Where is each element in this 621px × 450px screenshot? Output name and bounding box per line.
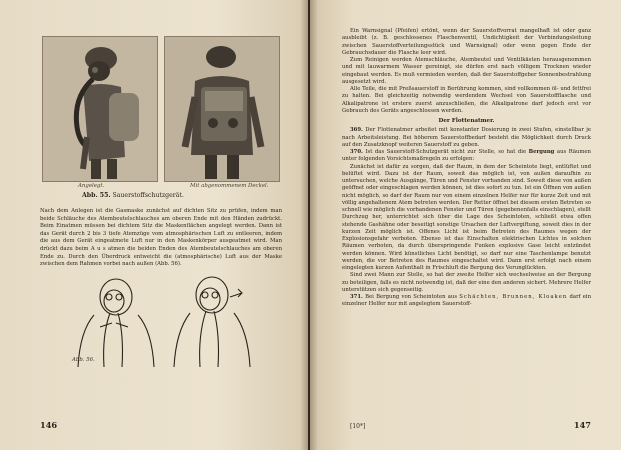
photo-caption-right: Mit abgenommenem Deckel. — [190, 183, 269, 189]
page-number-left: 146 — [40, 420, 58, 430]
paragraph-370-detail: Zunächst ist dafür zu sorgen, daß der Raum, in dem der Scheintote liegt, entlüftet und belüftet wird. Dazu ist der Raum, soweit das möglich ist, von außen daraufhin zu untersuchen, welche Ausgänge, Türen und Fenster vorhanden sind. Soweit diese von außen geöffnet oder eingeschlagen werden können, ist dies sofort zu tun. Ist ein Öffnen von außen nicht möglich, so darf der Raum nur von einem einzelnen Helfer nur für kurze Zeit und mit völlig angehaltenem Atem betreten werden. Der Retter öffnet bei diesem ersten Betreten so schnell wie möglich die vorhandenen Fenster und Türen (gegebenenfalls einschlagen), stellt Durchzug her, unterrichtet sich über die Lage des Scheintoten, schließt etwa offen stehende Gashähne oder beseitigt sonstige Ursachen der Luftvergiftung, soweit dies in der kurzen Zeit möglich ist. Offenes Licht ist beim Betreten des Raumes wegen der Explosionsgefahr verboten. Ebenso ist das Einschalten elektrischen Lichtes in solchen Räumen verboten, da durch überspringende Funken explosive Gase leicht entzündet werden können. Wird künstliches Licht benötigt, so darf nur eine Taschenlampe benutzt werden, die vor Betreten des Raumes eingeschaltet wird. Dann erst erfolgt nach einem eingelegten kurzen Aufenthalt in Frischluft die Bergung des Verunglückten. — [342, 163, 591, 271]
printer-signature: [10*] — [350, 423, 366, 430]
figure-caption-text: Sauerstoffschutzgerät. — [112, 192, 184, 199]
photo-soldier-front — [42, 36, 158, 182]
paragraph-371-rest: darf ein einzelner Helfer nur mit angelegtem Sauerstoff- — [342, 294, 592, 308]
paragraph-370-bold: Bergung — [528, 149, 555, 155]
paragraph-warning: Ein Warnsignal (Pfeifen) ertönt, wenn der Sauerstoffvorrat mangelhaft ist oder ganz ausbleibt (z. B. geschlossenes Flaschenventil, Undichtigkeit der Verbindungsleitung zwischen Sauerstoffverteilungsstück und Warnsignal) oder wenn gegen Ende der Gebrauchsdauer die Flasche leer wird. — [342, 28, 591, 56]
mask-drawing — [40, 275, 282, 371]
figure-56-label: Abb. 56. — [72, 356, 95, 363]
paragraph-369-text: Der Flottenatmer arbeitet mit konstanter Dosierung in zwei Stufen, einstellbar je nach Arbeitsleistung. Bei höherem Sauerstoffbedarf besteht die Möglichkeit durch Druck auf den Zusatzknopf weiteren Sauerstoff zu geben. — [342, 127, 591, 148]
right-page — [310, 0, 621, 450]
left-body-text: Nach dem Anlegen ist die Gasmaske zunächst auf dichten Sitz zu prüfen, indem man beide Schläuche des Atembeutelschlauches am oberen Ende mit den Händen zudrückt. Beim Einatmen müssen bei dichtem Sitz die Maskenflächen angelegt werden. Dann ist das Gerät durch 2 bis 3 tiefe Atemzüge vom atmosphärischen Luft zu entleeren, indem die aus dem Gerät eingeatmete Luft nur in den Maskenkörper ausgeatmet wird. Man drückt dazu beim A u s atmen die beiden Enden des Atembeutelschlauches am oberen Ende zu. Durch den Überdruck entweicht die (atmosphärische) Luft aus der Maske zwischen dem Rahmen vorbei nach außen (Abb. 56). — [40, 208, 282, 268]
photo-soldier-back — [164, 36, 280, 182]
photo-caption-left: Angelegt. — [78, 183, 105, 189]
section-title: Der Flottenatmer. — [438, 118, 495, 124]
paragraph-370-lead: Ist das Sauerstoff-Schutzgerät nicht zur Stelle, so hat die — [365, 149, 527, 155]
figure-caption — [82, 192, 184, 199]
paragraph-370-rest: aus Räumen unter folgenden Vorsichtsmaßregeln zu erfolgen: — [342, 149, 591, 163]
paragraph-number-370: 370. — [350, 149, 363, 155]
paragraph-370-helpers: Sind zwei Mann zur Stelle, so hat der zweite Helfer sich wechselweise an der Bergung zu beteiligen, falls es nicht notwendig ist, daß der eine den anderen sichert. Mehrere Helfer unterstützen sich gegenseitig. — [342, 272, 591, 293]
paragraph-371 — [342, 294, 591, 309]
page-number-right: 147 — [573, 420, 591, 430]
paragraph-cleaning: Zum Reinigen werden Atemschläuche, Atembeutel und Ventilkästen herausgenommen und mit lauwarmem Wasser gereinigt, sie dürfen erst nach völligem Trocknen wieder eingebaut werden. Es muß vermieden werden, daß der Sauerstoffgeber Sonnenbestrahlung ausgesetzt wird. — [342, 57, 591, 85]
paragraph-369 — [342, 127, 591, 149]
paragraph-number-371: 371. — [350, 294, 363, 300]
book-gutter — [300, 0, 318, 450]
paragraph-370 — [342, 149, 591, 164]
figure-caption-number: Abb. 55. — [82, 192, 111, 199]
paragraph-371-spaced: Schächten, Brunnen, Kloaken — [459, 294, 568, 300]
photo-plate — [40, 22, 282, 200]
paragraph-371-lead: Bei Bergung von Scheintoten aus — [365, 294, 458, 300]
left-page — [0, 0, 308, 450]
paragraph-oil-free: Alle Teile, die mit Preßsauerstoff in Berührung kommen, sind vollkommen öl- und fettfrei zu halten. Bei gleichzeitig notwendig werdendem Wechsel von Sauerstoffflasche und Alkalipatrone ist erstere zuerst anzuschließen, die Alkalipatrone darf jedoch erst vor Gebrauch des Geräts angeschlossen werden. — [342, 86, 591, 114]
paragraph-number-369: 369. — [350, 127, 363, 134]
right-body-text — [342, 28, 591, 309]
